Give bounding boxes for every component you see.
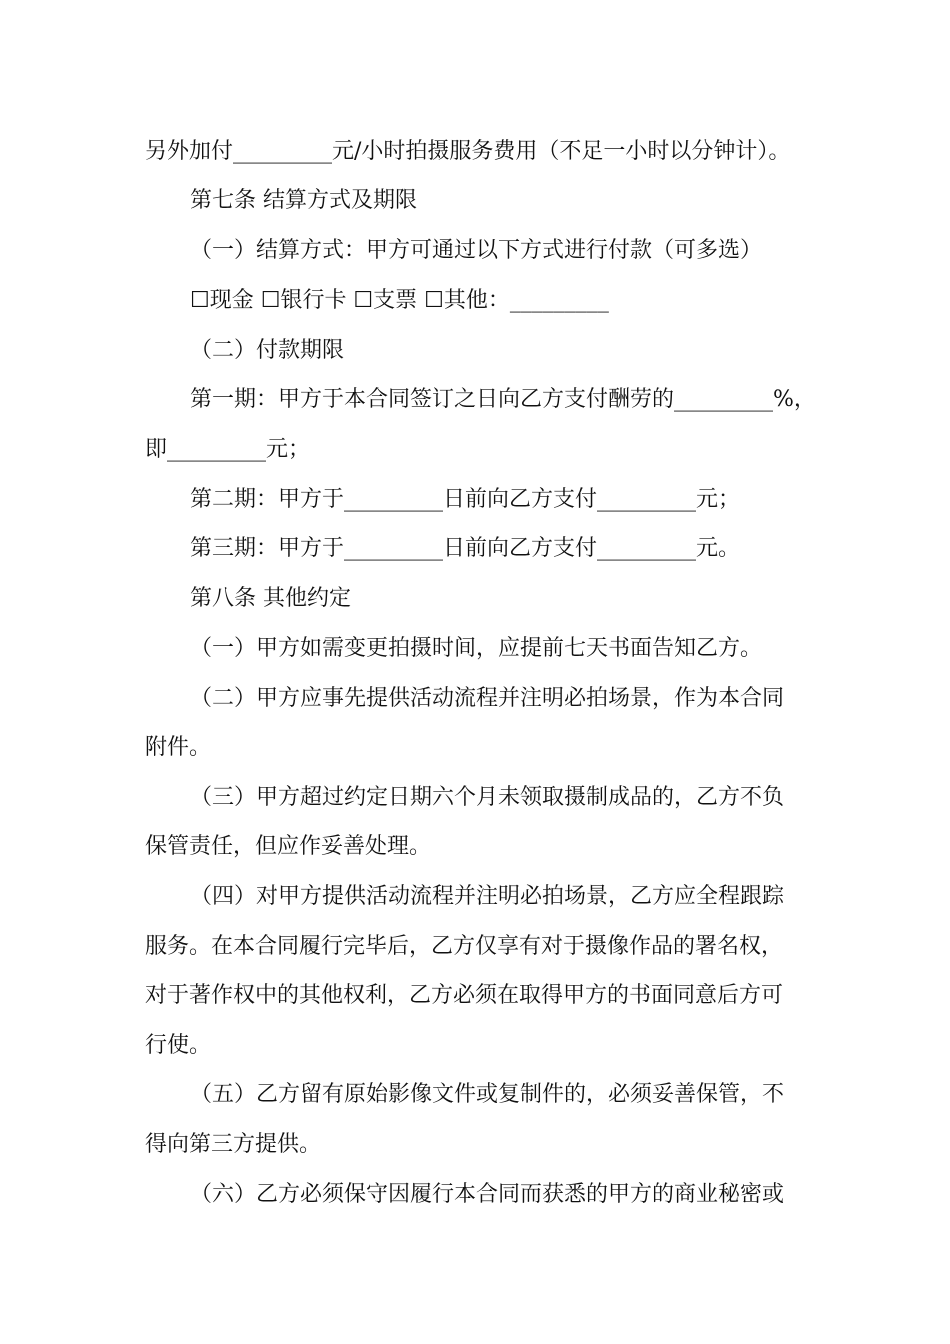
text-line-installment-3: 第三期：甲方于_________日前向乙方支付_________元。 [190, 536, 741, 561]
text-line-installment-1: 第一期：甲方于本合同签订之日向乙方支付酬劳的_________%， [190, 387, 816, 412]
heading-article-7: 第七条 结算方式及期限 [190, 188, 417, 213]
text-line-clause-6: （六）乙方必须保守因履行本合同而获悉的甲方的商业秘密或 [190, 1182, 785, 1207]
text-line-installment-2: 第二期：甲方于_________日前向乙方支付_________元； [190, 487, 741, 512]
heading-article-8: 第八条 其他约定 [190, 586, 351, 611]
text-line-extra-fee: 另外加付_________元/小时拍摄服务费用（不足一小时以分钟计）。 [145, 139, 791, 164]
text-line-clause-4-cont-3: 行使。 [145, 1033, 212, 1058]
text-line-clause-5-cont: 得向第三方提供。 [145, 1132, 322, 1157]
text-line-clause-2: （二）甲方应事先提供活动流程并注明必拍场景，作为本合同 [190, 686, 785, 711]
text-line-clause-4: （四）对甲方提供活动流程并注明必拍场景，乙方应全程跟踪 [190, 884, 785, 909]
text-line-clause-1: （一）甲方如需变更拍摄时间，应提前七天书面告知乙方。 [190, 636, 763, 661]
text-line-clause-3: （三）甲方超过约定日期六个月未领取摄制成品的，乙方不负 [190, 785, 785, 810]
text-line-clause-2-cont: 附件。 [145, 735, 212, 760]
text-line-clause-4-cont-1: 服务。在本合同履行完毕后，乙方仅享有对于摄像作品的署名权， [145, 934, 784, 959]
text-line-clause-5: （五）乙方留有原始影像文件或复制件的，必须妥善保管，不 [190, 1082, 785, 1107]
text-line-payment-method: （一）结算方式：甲方可通过以下方式进行付款（可多选） [190, 238, 763, 263]
text-line-clause-4-cont-2: 对于著作权中的其他权利，乙方必须在取得甲方的书面同意后方可 [145, 983, 784, 1008]
text-line-payment-term: （二）付款期限 [190, 338, 345, 363]
text-line-installment-1-cont: 即_________元； [145, 437, 311, 462]
text-line-payment-options: ☐现金 ☐银行卡 ☐支票 ☐其他：_________ [190, 288, 609, 313]
text-line-clause-3-cont: 保管责任，但应作妥善处理。 [145, 834, 432, 859]
